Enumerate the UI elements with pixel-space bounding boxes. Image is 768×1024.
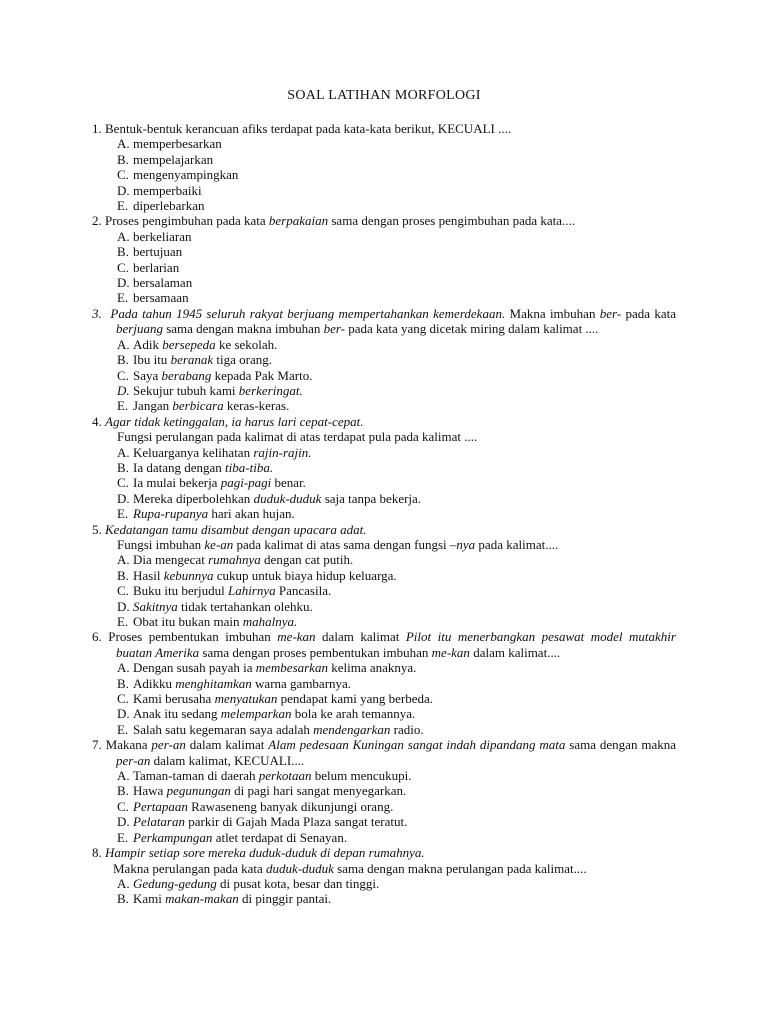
question-text: sama dengan proses pembentukan imbuhan [199, 644, 432, 660]
option-italic: bersepeda [162, 336, 216, 352]
option-text: Saya [133, 367, 162, 383]
option-7e[interactable] [92, 830, 676, 845]
option-1a[interactable] [92, 136, 676, 151]
question-5-stem [92, 537, 676, 552]
option-text: Keluarganya kelihatan [133, 444, 254, 460]
option-text: dengan cat putih. [260, 552, 354, 568]
option-italic: Gedung-gedung [133, 875, 217, 891]
option-text: Ibu itu [133, 352, 171, 368]
question-text: dalam kalimat [185, 737, 269, 753]
option-letter: E. [117, 398, 129, 414]
option-letter: C. [117, 798, 129, 814]
question-text: dalam kalimat [315, 629, 406, 645]
option-text: Kami [133, 891, 166, 907]
option-letter: D. [117, 275, 130, 291]
option-text: Sekujur tubuh kami [133, 382, 239, 398]
option-letter: E. [117, 829, 129, 845]
question-7 [92, 737, 676, 768]
option-text: belum mencukupi. [311, 768, 412, 784]
option-6b[interactable] [92, 676, 676, 691]
option-letter: A. [117, 660, 130, 676]
option-italic: Pelataran [133, 814, 185, 830]
option-text: bersalaman [133, 275, 193, 291]
question-text: sama dengan makna imbuhan [162, 321, 324, 337]
option-text: Anak itu sedang [133, 706, 221, 722]
option-text: Kami berusaha [133, 691, 215, 707]
option-text: saja tanpa bekerja. [321, 490, 422, 506]
option-text: radio. [390, 721, 424, 737]
option-letter: C. [117, 475, 129, 491]
option-5e[interactable] [92, 614, 676, 629]
question-text: Makna imbuhan [505, 305, 600, 321]
question-text: Fungsi imbuhan [117, 536, 205, 552]
option-letter: C. [117, 259, 129, 275]
option-text: Pancasila. [275, 583, 332, 599]
option-italic: mahalnya. [242, 614, 298, 629]
option-letter: B. [117, 459, 129, 475]
option-letter: E. [117, 290, 129, 306]
option-6e[interactable] [92, 722, 676, 737]
option-6d[interactable] [92, 706, 676, 721]
question-2 [92, 213, 676, 228]
option-2d[interactable] [92, 275, 676, 290]
option-italic: berbicara [172, 398, 224, 414]
option-3e[interactable] [92, 398, 676, 413]
option-3c[interactable] [92, 368, 676, 383]
option-text: di pinggir pantai. [238, 891, 332, 907]
option-text: di pusat kota, besar dan tinggi. [216, 875, 380, 891]
italic-sentence: Hampir setiap sore mereka duduk-duduk di depan rumahnya. [105, 845, 425, 861]
option-letter: C. [117, 691, 129, 707]
option-1b[interactable] [92, 152, 676, 167]
option-text: Dia mengecat [133, 552, 209, 568]
option-text: atlet terdapat di Senayan. [212, 829, 348, 845]
option-1c[interactable] [92, 167, 676, 182]
option-text: Rawaseneng banyak dikunjungi orang. [187, 798, 394, 814]
italic-word: ber- [323, 321, 346, 337]
italic-sentence: Kedatangan tamu disambut dengan upacara adat. [105, 521, 367, 537]
question-6 [92, 629, 676, 660]
option-text: cukup untuk biaya hidup keluarga. [213, 567, 397, 583]
option-italic: menyatukan [214, 691, 278, 707]
option-3b[interactable] [92, 352, 676, 367]
option-text: Ia datang dengan [133, 459, 226, 475]
option-text: berlarian [133, 259, 180, 275]
option-text: bersamaan [133, 290, 189, 306]
option-text: Taman-taman di daerah [133, 768, 259, 784]
option-text: kelima anaknya. [327, 660, 417, 676]
option-text: Obat itu bukan main [133, 614, 243, 629]
italic-word: per-an [151, 737, 186, 753]
option-letter: B. [117, 567, 129, 583]
option-letter: A. [117, 336, 130, 352]
option-letter: D. [117, 490, 130, 506]
option-text: diperlebarkan [133, 198, 205, 214]
question-text: pada kalimat di atas sama dengan fungsi [233, 536, 450, 552]
option-letter: C. [117, 367, 129, 383]
option-2b[interactable] [92, 244, 676, 259]
option-text: parkir di Gajah Mada Plaza sangat teratut. [185, 814, 408, 830]
question-text: dalam kalimat.... [469, 644, 561, 660]
question-text: pada kata [621, 305, 677, 321]
option-letter: B. [117, 244, 129, 260]
option-7a[interactable] [92, 768, 676, 783]
page-title: SOAL LATIHAN MORFOLOGI [287, 88, 481, 103]
option-2c[interactable] [92, 260, 676, 275]
option-letter: A. [117, 444, 130, 460]
italic-word: berpakaian [268, 213, 329, 229]
option-letter: B. [117, 891, 129, 907]
option-text: berkeliaran [133, 228, 192, 244]
option-letter: E. [117, 506, 129, 522]
question-text: pada kalimat.... [475, 536, 559, 552]
italic-word: berjuang [116, 321, 163, 337]
option-text: warna gambarnya. [251, 675, 352, 691]
option-text: Mereka diperbolehkan [133, 490, 254, 506]
option-text: Salah satu kegemaran saya adalah [133, 721, 314, 737]
question-list [92, 121, 676, 907]
option-italic: melemparkan [220, 706, 292, 722]
option-italic: membesarkan [255, 660, 328, 676]
option-text: mempelajarkan [133, 151, 214, 167]
option-text: kepada Pak Marto. [211, 367, 313, 383]
option-4a[interactable] [92, 445, 676, 460]
option-3d[interactable] [92, 383, 676, 398]
option-2a[interactable] [92, 229, 676, 244]
option-7b[interactable] [92, 783, 676, 798]
option-text: keras-keras. [223, 398, 290, 414]
question-5 [92, 522, 676, 537]
option-letter: D. [117, 382, 130, 398]
option-text: Adik [133, 336, 163, 352]
question-number: 3. [92, 305, 102, 321]
option-4d[interactable] [92, 491, 676, 506]
option-6a[interactable] [92, 660, 676, 675]
option-italic: Lahirnya [227, 583, 276, 599]
option-italic: Rupa-rupanya [133, 506, 209, 522]
italic-word: me-kan [431, 644, 470, 660]
question-text: dalam kalimat, KECUALI.... [150, 752, 305, 768]
option-text: Hawa [133, 783, 167, 799]
question-number: 8. [92, 845, 102, 861]
option-letter: C. [117, 583, 129, 599]
option-5d[interactable] [92, 599, 676, 614]
option-text: memperbesarkan [133, 136, 222, 152]
option-text: Buku itu berjudul [133, 583, 228, 599]
option-italic: Sakitnya [133, 598, 178, 614]
question-text: 7. Makana [92, 737, 152, 753]
option-letter: A. [117, 768, 130, 784]
option-7d[interactable] [92, 814, 676, 829]
question-text: pada kata yang dicetak miring dalam kalimat .... [345, 321, 599, 337]
question-number: 4. [92, 413, 102, 429]
question-4-stem: Fungsi perulangan pada kalimat di atas terdapat pula pada kalimat .... [117, 429, 478, 445]
option-letter: B. [117, 151, 129, 167]
option-6c[interactable] [92, 691, 676, 706]
option-text: pendapat kami yang berbeda. [277, 691, 433, 707]
option-italic: Pertapaan [133, 798, 188, 814]
option-italic: pegunungan [166, 783, 231, 799]
question-text: sama dengan makna perulangan pada kalimat.... [333, 860, 587, 876]
option-5a[interactable] [92, 552, 676, 567]
italic-word: me-kan [277, 629, 316, 645]
italic-word: ber- [599, 305, 622, 321]
option-text: ke sekolah. [215, 336, 278, 352]
italic-word: ke-an [204, 536, 234, 552]
option-text: tidak tertahankan olehku. [177, 598, 313, 614]
italic-word: per-an [116, 752, 151, 768]
option-5b[interactable] [92, 568, 676, 583]
italic-sentence: Agar tidak ketinggalan, ia harus lari cepat-cepat. [105, 413, 364, 429]
italic-sentence: Pilot itu menerbangkan pesawat model mutakhir buatan Amerika [116, 629, 676, 660]
option-text: Adikku [133, 675, 176, 691]
question-text: Makna perulangan pada kata [113, 860, 267, 876]
option-italic: tiba-tiba. [225, 459, 274, 475]
option-4b[interactable] [92, 460, 676, 475]
option-text: memperbaiki [133, 182, 202, 198]
option-4e[interactable] [92, 506, 676, 521]
option-text: Hasil [133, 567, 164, 583]
question-3 [92, 306, 676, 337]
option-italic: duduk-duduk [253, 490, 322, 506]
option-italic: rumahnya [208, 552, 261, 568]
option-italic: perkotaan [258, 768, 312, 784]
question-text: sama dengan makna [565, 737, 676, 753]
option-letter: C. [117, 167, 129, 183]
option-letter: B. [117, 352, 129, 368]
option-text: Ia mulai bekerja [133, 475, 221, 491]
option-letter: D. [117, 182, 130, 198]
option-italic: beranak [170, 352, 214, 368]
option-letter: D. [117, 706, 130, 722]
option-8a[interactable] [92, 876, 676, 891]
option-letter: D. [117, 814, 130, 830]
option-text: Dengan susah payah ia [133, 660, 256, 676]
option-text: hari akan hujan. [208, 506, 295, 522]
italic-sentence: Alam pedesaan Kuningan sangat indah dipandang mata [268, 737, 566, 753]
option-4c[interactable] [92, 475, 676, 490]
option-1d[interactable] [92, 183, 676, 198]
option-text: tiga orang. [213, 352, 273, 368]
option-text: bertujuan [133, 244, 183, 260]
option-italic: kebunnya [163, 567, 214, 583]
option-letter: A. [117, 552, 130, 568]
question-text: sama dengan proses pengimbuhan pada kata.... [328, 213, 576, 229]
question-text: 6. Proses pembentukan imbuhan [92, 629, 278, 645]
option-letter: E. [117, 614, 129, 629]
question-number: 5. [92, 521, 102, 537]
option-italic: mendengarkan [313, 721, 391, 737]
option-italic: makan-makan [165, 891, 239, 907]
italic-word: –nya [449, 536, 476, 552]
option-7c[interactable] [92, 799, 676, 814]
option-text: benar. [271, 475, 306, 491]
option-letter: E. [117, 721, 129, 737]
option-text: di pagi hari sangat menyegarkan. [230, 783, 407, 799]
option-3a[interactable] [92, 337, 676, 352]
option-italic: berabang [161, 367, 212, 383]
option-italic: menghitamkan [175, 675, 252, 691]
option-letter: A. [117, 136, 130, 152]
option-letter: B. [117, 783, 129, 799]
question-text: 2. Proses pengimbuhan pada kata [92, 213, 269, 229]
question-8-stem [92, 861, 676, 876]
italic-sentence: Pada tahun 1945 seluruh rakyat berjuang mempertahankan kemerdekaan. [110, 305, 506, 321]
option-italic: pagi-pagi [220, 475, 272, 491]
option-8b[interactable] [92, 891, 676, 906]
question-4 [92, 414, 676, 429]
question-8 [92, 845, 676, 860]
option-letter: A. [117, 228, 130, 244]
option-italic: rajin-rajin. [253, 444, 312, 460]
option-letter: B. [117, 675, 129, 691]
option-letter: A. [117, 875, 130, 891]
option-text: mengenyampingkan [133, 167, 239, 183]
option-2e[interactable] [92, 290, 676, 305]
question-1: 1. Bentuk-bentuk kerancuan afiks terdapat pada kata-kata berikut, KECUALI .... [92, 121, 512, 136]
option-text: Jangan [133, 398, 173, 414]
option-letter: D. [117, 598, 130, 614]
italic-word: duduk-duduk [266, 860, 334, 876]
option-italic: berkeringat. [238, 382, 303, 398]
option-italic: Perkampungan [133, 829, 213, 845]
option-1e[interactable] [92, 198, 676, 213]
option-letter: E. [117, 198, 129, 214]
option-text: bola ke arah temannya. [291, 706, 416, 722]
option-5c[interactable] [92, 583, 676, 598]
